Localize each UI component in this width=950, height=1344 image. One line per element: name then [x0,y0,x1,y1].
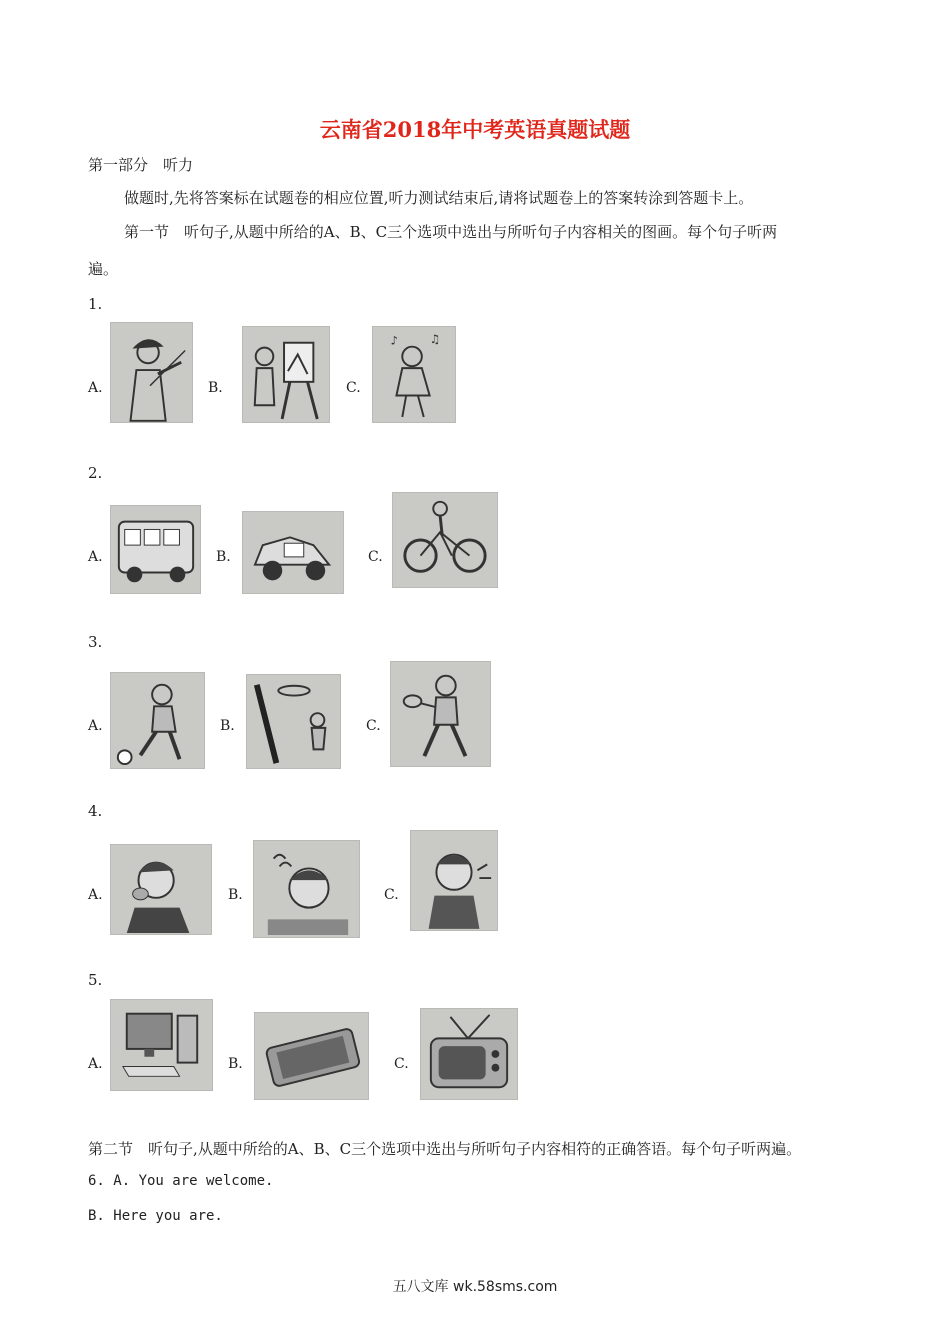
option-label-c: C. [366,718,381,734]
football-player-image [110,672,205,769]
option-label-c: C. [346,380,361,396]
option-label-b: B. [228,887,243,903]
question-6-option-b: B. Here you are. [88,1208,223,1224]
option-label-c: C. [368,549,383,565]
toothache-boy-image [410,830,498,931]
svg-text:♪: ♪ [390,333,399,348]
option-label-a: A. [88,380,103,396]
svg-text:♫: ♫ [429,331,441,346]
bus-image [110,505,201,594]
painter-image [242,326,330,423]
television-image [420,1008,518,1100]
part1-heading: 第一部分 听力 [88,156,194,174]
section1-heading-cont: 遍。 [88,260,119,278]
option-label-b: B. [208,380,223,396]
section2-heading: 第二节 听句子,从题中所给的A、B、C三个选项中选出与所听句子内容相符的正确答语。每个句子听两遍。 [88,1140,802,1158]
option-label-c: C. [384,887,399,903]
question-number: 3. [88,633,103,651]
coughing-boy-image [110,844,212,935]
question-number: 5. [88,971,103,989]
footer-watermark: 五八文库 wk.58sms.com [392,1279,558,1295]
option-label-b: B. [220,718,235,734]
computer-image [110,999,213,1091]
bicycle-image [392,492,498,588]
question-number: 1. [88,295,103,313]
section1-heading: 第一节 听句子,从题中所给的A、B、C三个选项中选出与所听句子内容相关的图画。每个句子听两 [124,223,778,241]
question-6-option-a: 6. A. You are welcome. [88,1173,274,1189]
smartphone-image [254,1012,369,1100]
question-number: 2. [88,464,103,482]
option-label-b: B. [216,549,231,565]
option-label-b: B. [228,1056,243,1072]
option-label-a: A. [88,887,103,903]
option-label-a: A. [88,1056,103,1072]
violin-player-image [110,322,193,423]
headache-boy-image [253,840,360,938]
option-label-a: A. [88,549,103,565]
option-label-c: C. [394,1056,409,1072]
singer-image [372,326,456,423]
basketball-player-image [246,674,341,769]
listening-instruction: 做题时,先将答案标在试题卷的相应位置,听力测试结束后,请将试题卷上的答案转涂到答题卡上。 [124,189,754,207]
option-label-a: A. [88,718,103,734]
question-number: 4. [88,802,103,820]
badminton-player-image [390,661,491,767]
car-image [242,511,344,594]
page-title: 云南省2018年中考英语真题试题 [319,117,631,142]
